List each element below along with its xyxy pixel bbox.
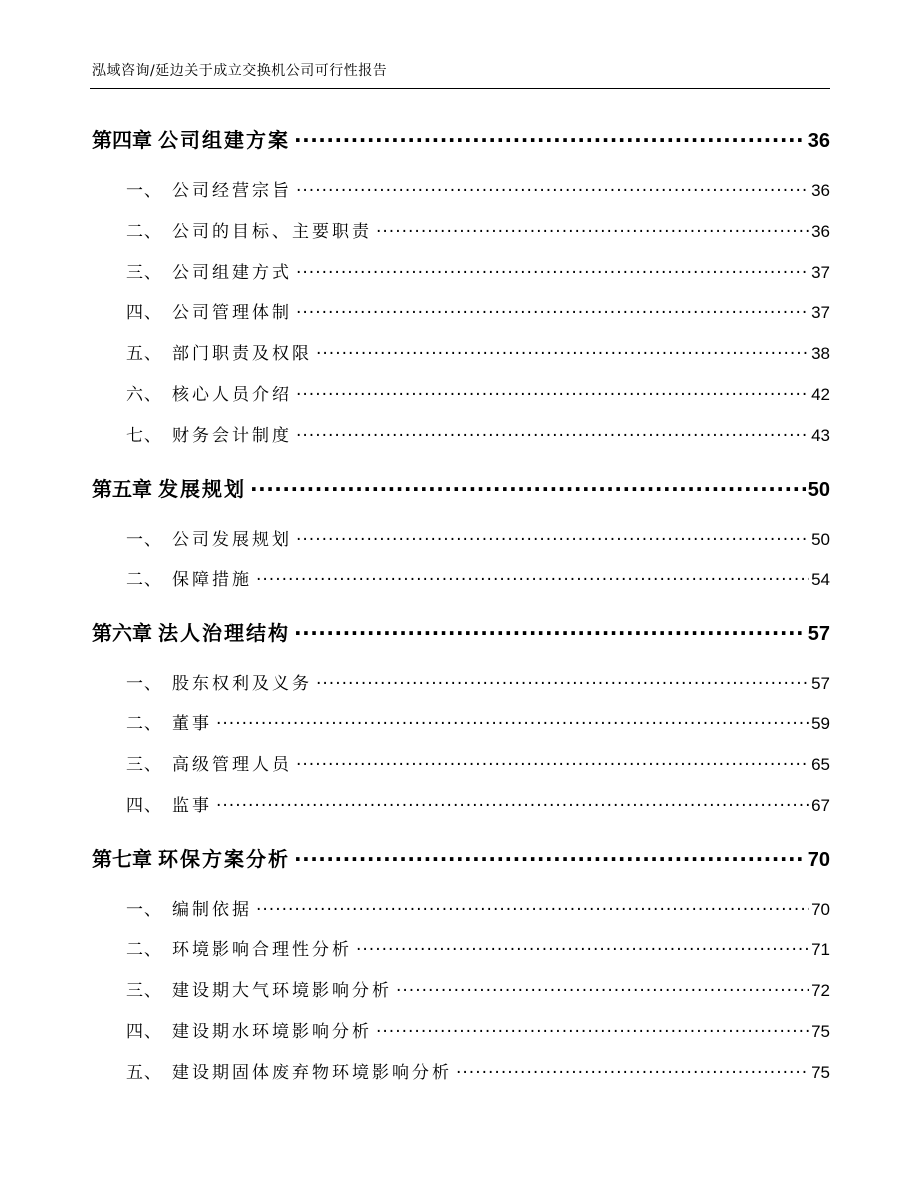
toc-section-entry[interactable]	[126, 976, 830, 1001]
toc-section-entry[interactable]	[126, 525, 830, 550]
toc-entry-title: 部门职责及权限	[172, 344, 312, 364]
toc-entry-number: 五、	[126, 1063, 162, 1083]
toc-entry-title: 环境影响合理性分析	[172, 940, 352, 960]
toc-entry-page-number: 50	[807, 479, 830, 501]
toc-entry-number: 第四章	[92, 128, 152, 152]
toc-entry-page-number: 59	[811, 714, 830, 733]
toc-section-entry[interactable]	[126, 298, 830, 323]
toc-chapter-entry[interactable]	[92, 617, 830, 646]
toc-dot-leader	[316, 672, 809, 689]
toc-entry-title: 公司发展规划	[172, 530, 292, 550]
toc-dot-leader	[456, 1061, 809, 1078]
toc-dot-leader	[396, 979, 809, 996]
toc-entry-title: 法人治理结构	[158, 621, 290, 645]
toc-section-entry[interactable]	[126, 935, 830, 960]
toc-entry-page-number: 70	[811, 900, 830, 919]
toc-entry-page-number: 42	[811, 385, 830, 404]
toc-chapter-entry[interactable]	[92, 124, 830, 153]
toc-entry-title: 编制依据	[172, 900, 252, 920]
toc-entry-page-number: 54	[811, 570, 830, 589]
toc-section-entry[interactable]	[126, 339, 830, 364]
toc-section-entry[interactable]	[126, 1017, 830, 1042]
toc-entry-page-number: 36	[807, 130, 830, 152]
toc-entry-number: 二、	[126, 940, 162, 960]
toc-entry-page-number: 75	[811, 1022, 830, 1041]
toc-entry-page-number: 57	[807, 623, 830, 645]
toc-entry-number: 七、	[126, 426, 162, 446]
toc-entry-number: 五、	[126, 344, 162, 364]
toc-entry-page-number: 36	[811, 222, 830, 241]
toc-section-entry[interactable]	[126, 565, 830, 590]
toc-entry-number: 一、	[126, 674, 162, 694]
toc-entry-number: 六、	[126, 385, 162, 405]
toc-entry-page-number: 72	[811, 981, 830, 1000]
toc-dot-leader	[296, 383, 809, 400]
toc-entry-page-number: 65	[811, 755, 830, 774]
toc-entry-number: 一、	[126, 530, 162, 550]
toc-entry-number: 二、	[126, 714, 162, 734]
toc-dot-leader	[294, 127, 806, 147]
toc-entry-title: 监事	[172, 796, 212, 816]
toc-entry-number: 三、	[126, 981, 162, 1001]
toc-entry-page-number: 37	[811, 263, 830, 282]
toc-entry-number: 第六章	[92, 621, 152, 645]
toc-dot-leader	[296, 301, 809, 318]
toc-entry-title: 公司管理体制	[172, 303, 292, 323]
toc-dot-leader	[296, 528, 809, 545]
toc-dot-leader	[376, 220, 809, 237]
toc-section-entry[interactable]	[126, 258, 830, 283]
toc-entry-number: 四、	[126, 796, 162, 816]
toc-entry-page-number: 67	[811, 796, 830, 815]
toc-entry-number: 一、	[126, 181, 162, 201]
toc-dot-leader	[296, 179, 809, 196]
toc-chapter-entry[interactable]	[92, 843, 830, 872]
toc-section-entry[interactable]	[126, 791, 830, 816]
toc-entry-page-number: 57	[811, 674, 830, 693]
toc-entry-title: 公司的目标、主要职责	[172, 222, 372, 242]
toc-entry-number: 二、	[126, 222, 162, 242]
toc-entry-title: 保障措施	[172, 570, 252, 590]
toc-entry-page-number: 43	[811, 426, 830, 445]
toc-section-entry[interactable]	[126, 1058, 830, 1083]
toc-dot-leader	[356, 938, 809, 955]
toc-section-entry[interactable]	[126, 895, 830, 920]
toc-dot-leader	[294, 846, 806, 866]
toc-section-entry[interactable]	[126, 421, 830, 446]
toc-entry-page-number: 37	[811, 303, 830, 322]
toc-dot-leader	[296, 424, 809, 441]
toc-entry-title: 财务会计制度	[172, 426, 292, 446]
toc-entry-page-number: 75	[811, 1063, 830, 1082]
toc-section-entry[interactable]	[126, 669, 830, 694]
toc-entry-title: 公司经营宗旨	[172, 181, 292, 201]
toc-section-entry[interactable]	[126, 176, 830, 201]
toc-section-entry[interactable]	[126, 380, 830, 405]
toc-entry-number: 三、	[126, 263, 162, 283]
toc-section-entry[interactable]	[126, 709, 830, 734]
toc-section-entry[interactable]	[126, 217, 830, 242]
toc-dot-leader	[294, 620, 806, 640]
toc-entry-title: 建设期水环境影响分析	[172, 1022, 372, 1042]
toc-entry-title: 建设期大气环境影响分析	[172, 981, 392, 1001]
toc-entry-title: 核心人员介绍	[172, 385, 292, 405]
toc-entry-title: 公司组建方式	[172, 263, 292, 283]
toc-entry-title: 股东权利及义务	[172, 674, 312, 694]
toc-entry-title: 环保方案分析	[158, 847, 290, 871]
toc-dot-leader	[256, 898, 809, 915]
toc-dot-leader	[296, 753, 809, 770]
toc-entry-title: 公司组建方案	[158, 128, 290, 152]
toc-entry-title: 高级管理人员	[172, 755, 292, 775]
toc-dot-leader	[376, 1020, 809, 1037]
toc-entry-title: 发展规划	[158, 477, 246, 501]
toc-entry-page-number: 36	[811, 181, 830, 200]
toc-entry-page-number: 50	[811, 530, 830, 549]
toc-entry-number: 第七章	[92, 847, 152, 871]
toc-section-entry[interactable]	[126, 750, 830, 775]
toc-entry-number: 四、	[126, 303, 162, 323]
toc-entry-number: 三、	[126, 755, 162, 775]
toc-entry-page-number: 71	[811, 940, 830, 959]
toc-entry-number: 第五章	[92, 477, 152, 501]
toc-entry-page-number: 70	[807, 849, 830, 871]
toc-chapter-entry[interactable]	[92, 473, 830, 502]
running-header: 泓域咨询/延边关于成立交换机公司可行性报告	[92, 63, 388, 79]
toc-entry-title: 建设期固体废弃物环境影响分析	[172, 1063, 452, 1083]
toc-entry-page-number: 38	[811, 344, 830, 363]
header-divider	[90, 88, 830, 89]
toc-dot-leader	[296, 261, 809, 278]
toc-dot-leader	[316, 342, 809, 359]
toc-dot-leader	[250, 476, 806, 496]
toc-dot-leader	[216, 712, 809, 729]
toc-entry-title: 董事	[172, 714, 212, 734]
toc-dot-leader	[256, 568, 809, 585]
toc-entry-number: 一、	[126, 900, 162, 920]
toc-dot-leader	[216, 794, 809, 811]
toc-entry-number: 四、	[126, 1022, 162, 1042]
toc-entry-number: 二、	[126, 570, 162, 590]
